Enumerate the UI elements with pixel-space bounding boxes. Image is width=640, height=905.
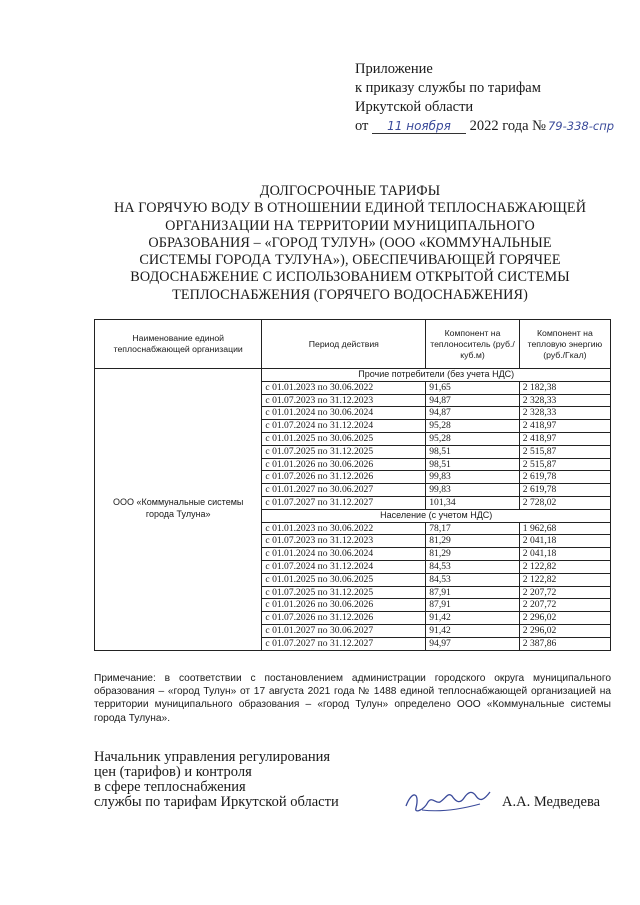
appendix-header [355,60,625,136]
group-row [95,369,611,382]
cell-carrier: 91,42 [426,612,520,625]
cell-period: с 01.01.2026 по 30.06.2026 [262,599,426,612]
cell-carrier: 98,51 [426,458,520,471]
appendix-ot: от [355,118,369,134]
signature-title-line: цен (тарифов) и контроля [94,764,252,780]
cell-energy: 2 182,38 [519,381,610,394]
group-label: Население (с учетом НДС) [262,509,611,522]
cell-energy: 2 328,33 [519,407,610,420]
document-title [90,183,610,304]
cell-period: с 01.01.2027 по 30.06.2027 [262,624,426,637]
cell-energy: 2 728,02 [519,496,610,509]
cell-period: с 01.07.2024 по 31.12.2024 [262,420,426,433]
cell-energy: 2 619,78 [519,484,610,497]
handwritten-signature [402,780,494,820]
header-period: Период действия [262,320,426,369]
cell-period: с 01.01.2023 по 30.06.2022 [262,381,426,394]
cell-carrier: 94,87 [426,407,520,420]
cell-period: с 01.01.2023 по 30.06.2022 [262,522,426,535]
cell-energy: 2 122,82 [519,560,610,573]
cell-energy: 2 296,02 [519,624,610,637]
signature-title-line: в сфере теплоснабжения [94,779,246,795]
signature-title-line: службы по тарифам Иркутской области [94,794,339,810]
cell-energy: 2 515,87 [519,458,610,471]
handwritten-date: 11 ноября [372,119,466,134]
cell-carrier: 87,91 [426,599,520,612]
signature-title-line: Начальник управления регулирования [94,749,331,765]
title-line: ТЕПЛОСНАБЖЕНИЯ (ГОРЯЧЕГО ВОДОСНАБЖЕНИЯ) [172,286,528,303]
cell-period: с 01.07.2026 по 31.12.2026 [262,471,426,484]
cell-carrier: 91,42 [426,624,520,637]
cell-period: с 01.07.2026 по 31.12.2026 [262,612,426,625]
cell-carrier: 84,53 [426,573,520,586]
appendix-date-line [355,117,625,136]
cell-carrier: 81,29 [426,535,520,548]
title-line: ДОЛГОСРОЧНЫЕ ТАРИФЫ [259,183,441,199]
title-line: ОРГАНИЗАЦИИ НА ТЕРРИТОРИИ МУНИЦИПАЛЬНОГО [165,217,535,234]
cell-carrier: 94,87 [426,394,520,407]
cell-energy: 2 296,02 [519,612,610,625]
cell-carrier: 98,51 [426,445,520,458]
cell-period: с 01.01.2026 по 30.06.2026 [262,458,426,471]
cell-carrier: 78,17 [426,522,520,535]
appendix-line-3: Иркутской области [355,99,474,115]
cell-energy: 2 041,18 [519,535,610,548]
cell-energy: 2 515,87 [519,445,610,458]
header-org: Наименование единой теплоснабжающей организации [95,320,262,369]
cell-period: с 01.07.2024 по 31.12.2024 [262,560,426,573]
group-label: Прочие потребители (без учета НДС) [262,369,611,382]
cell-carrier: 101,34 [426,496,520,509]
cell-energy: 2 418,97 [519,420,610,433]
signatory-name: А.А. Медведева [502,794,601,810]
cell-energy: 2 328,33 [519,394,610,407]
title-line: ВОДОСНАБЖЕНИЕ С ИСПОЛЬЗОВАНИЕМ ОТКРЫТОЙ СИСТЕМЫ [130,269,570,286]
cell-energy: 2 041,18 [519,548,610,561]
cell-carrier: 94,97 [426,637,520,650]
cell-carrier: 99,83 [426,484,520,497]
cell-energy: 2 619,78 [519,471,610,484]
header-energy: Компонент на тепловую энергию (руб./Гкал) [519,320,610,369]
footnote: Примечание: в соответствии с постановлением администрации городского округа муниципального образования – «город Тулун» от 17 августа 2021 года № 1488 единой теплоснабжающей организацией на территории муниципального образования – «город Тулун» определено ООО «Коммунальные системы города Тулуна». [94,673,611,724]
cell-period: с 01.01.2025 по 30.06.2025 [262,573,426,586]
cell-period: с 01.01.2025 по 30.06.2025 [262,432,426,445]
cell-energy: 2 207,72 [519,586,610,599]
org-name-cell: ООО «Коммунальные системы города Тулуна» [95,369,262,651]
signature-block [94,750,624,810]
cell-carrier: 99,83 [426,471,520,484]
table-header-row [95,320,611,369]
cell-period: с 01.01.2024 по 30.06.2024 [262,407,426,420]
header-carrier: Компонент на теплоноситель (руб./куб.м) [426,320,520,369]
cell-carrier: 95,28 [426,432,520,445]
handwritten-order-number: 79-338-спр [547,119,615,133]
cell-energy: 2 122,82 [519,573,610,586]
cell-period: с 01.07.2025 по 31.12.2025 [262,445,426,458]
title-line: СИСТЕМЫ ГОРОДА ТУЛУНА»), ОБЕСПЕЧИВАЮЩЕЙ ГОРЯЧЕЕ [139,252,561,269]
cell-energy: 2 418,97 [519,432,610,445]
cell-carrier: 81,29 [426,548,520,561]
title-line: НА ГОРЯЧУЮ ВОДУ В ОТНОШЕНИИ ЕДИНОЙ ТЕПЛОСНАБЖАЮЩЕЙ [113,200,587,217]
cell-carrier: 84,53 [426,560,520,573]
cell-carrier: 95,28 [426,420,520,433]
cell-period: с 01.07.2023 по 31.12.2023 [262,535,426,548]
cell-carrier: 87,91 [426,586,520,599]
cell-period: с 01.07.2027 по 31.12.2027 [262,496,426,509]
appendix-year: 2022 года № [469,118,546,134]
cell-period: с 01.07.2025 по 31.12.2025 [262,586,426,599]
tariff-table [94,319,611,651]
appendix-line-1: Приложение [355,61,433,77]
cell-period: с 01.01.2027 по 30.06.2027 [262,484,426,497]
cell-period: с 01.07.2027 по 31.12.2027 [262,637,426,650]
cell-period: с 01.07.2023 по 31.12.2023 [262,394,426,407]
cell-carrier: 91,65 [426,381,520,394]
appendix-line-2: к приказу службы по тарифам [355,80,541,96]
cell-period: с 01.01.2024 по 30.06.2024 [262,548,426,561]
cell-energy: 1 962,68 [519,522,610,535]
title-line: ОБРАЗОВАНИЯ – «ГОРОД ТУЛУН» (ООО «КОММУНАЛЬНЫЕ [148,234,552,251]
cell-energy: 2 387,86 [519,637,610,650]
cell-energy: 2 207,72 [519,599,610,612]
